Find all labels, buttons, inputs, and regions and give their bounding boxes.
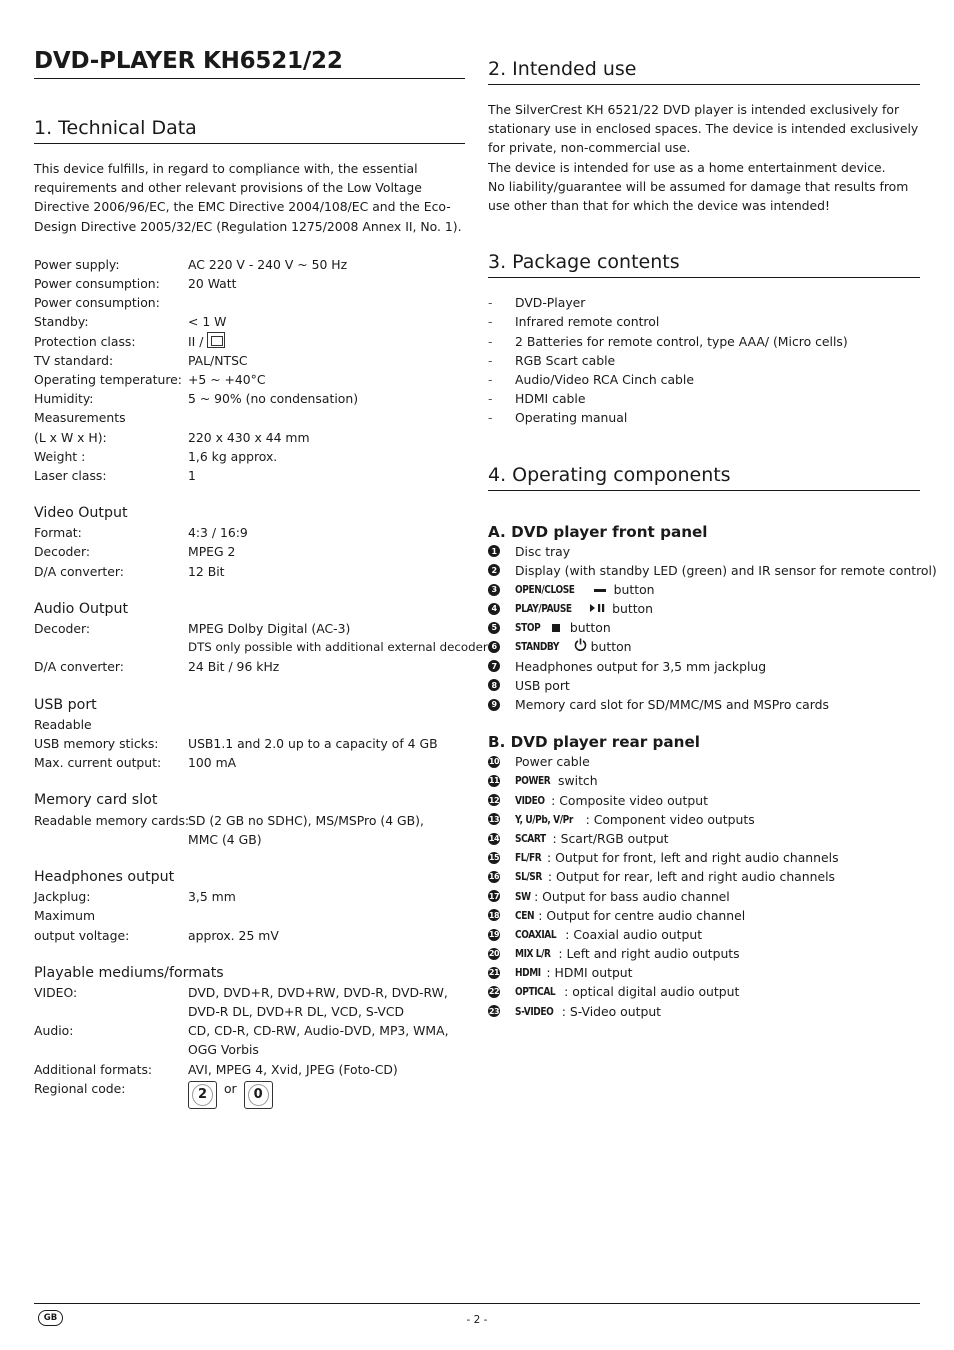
number-badge: 6 bbox=[488, 641, 500, 653]
component-keyword: PLAY/PAUSE bbox=[515, 602, 572, 616]
spec-row bbox=[34, 830, 465, 849]
spec-value: < 1 W bbox=[188, 314, 227, 330]
power-icon bbox=[574, 637, 587, 656]
spec-value: CD, CD-R, CD-RW, Audio-DVD, MP3, WMA, bbox=[188, 1023, 449, 1039]
audio-output-heading: Audio Output bbox=[34, 600, 129, 617]
component-item bbox=[488, 618, 920, 637]
playable-formats-heading: Playable mediums/formats bbox=[34, 964, 224, 981]
spec-row bbox=[34, 638, 488, 657]
component-text: button bbox=[613, 581, 655, 597]
memory-card-heading: Memory card slot bbox=[34, 792, 158, 809]
intended-use-heading: 2. Intended use bbox=[488, 56, 920, 85]
spec-value: SD (2 GB no SDHC), MS/MSPro (4 GB), bbox=[188, 812, 424, 828]
bullet-dash: - bbox=[488, 371, 493, 387]
technical-data-heading: 1. Technical Data bbox=[34, 115, 465, 144]
eject-icon bbox=[594, 589, 606, 592]
component-keyword: CEN bbox=[515, 908, 535, 922]
spec-label: output voltage: bbox=[34, 927, 130, 943]
list-item-text: Operating manual bbox=[515, 410, 628, 426]
component-item bbox=[488, 676, 920, 695]
headphone-specs bbox=[34, 887, 465, 945]
component-item bbox=[488, 791, 920, 810]
spec-row bbox=[34, 370, 465, 389]
list-item bbox=[488, 351, 920, 370]
component-text: Disc tray bbox=[515, 543, 571, 559]
spec-value: approx. 25 mV bbox=[188, 927, 279, 943]
list-item-text: Infrared remote control bbox=[515, 314, 660, 330]
spec-value: DVD-R DL, DVD+R DL, VCD, S-VCD bbox=[188, 1004, 405, 1020]
number-badge: 23 bbox=[488, 1006, 500, 1016]
spec-value: 4:3 / 16:9 bbox=[188, 525, 248, 541]
spec-row bbox=[34, 753, 465, 772]
component-keyword: STANDBY bbox=[515, 640, 560, 654]
component-item bbox=[488, 561, 937, 580]
number-badge: 5 bbox=[488, 622, 500, 634]
component-text: : Output for centre audio channel bbox=[538, 907, 746, 923]
bullet-dash: - bbox=[488, 295, 493, 311]
component-text: : Output for bass audio channel bbox=[534, 888, 730, 904]
spec-row bbox=[34, 657, 465, 676]
spec-label: Laser class: bbox=[34, 467, 107, 483]
number-badge: 18 bbox=[488, 910, 500, 920]
spec-row bbox=[34, 715, 465, 734]
spec-value: OGG Vorbis bbox=[188, 1042, 259, 1058]
spec-row bbox=[34, 408, 465, 427]
list-item-text: HDMI cable bbox=[515, 391, 586, 407]
headphones-output-heading: Headphones output bbox=[34, 868, 175, 885]
list-item bbox=[488, 332, 920, 351]
spec-label: VIDEO: bbox=[34, 984, 78, 1000]
video-specs bbox=[34, 523, 465, 581]
bullet-dash: - bbox=[488, 391, 493, 407]
component-item bbox=[488, 695, 920, 714]
page-number: - 2 - bbox=[466, 1314, 488, 1326]
number-badge: 4 bbox=[488, 603, 500, 615]
region-code-0-icon: 0 bbox=[244, 1081, 273, 1109]
spec-row bbox=[34, 351, 465, 370]
number-badge: 17 bbox=[488, 891, 500, 901]
spec-row bbox=[34, 332, 465, 351]
list-item bbox=[488, 312, 920, 331]
package-contents-list bbox=[488, 293, 920, 427]
component-item bbox=[488, 657, 920, 676]
component-text: button bbox=[590, 639, 632, 655]
spec-row bbox=[34, 274, 465, 293]
spec-value: DVD, DVD+R, DVD+RW, DVD-R, DVD-RW, bbox=[188, 984, 448, 1000]
list-item-text: 2 Batteries for remote control, type AAA/ (Micro cells) bbox=[515, 333, 848, 349]
number-badge: 22 bbox=[488, 987, 500, 997]
spec-row bbox=[34, 389, 465, 408]
component-text: switch bbox=[558, 773, 598, 789]
region-code-2-icon: 2 bbox=[188, 1081, 217, 1109]
component-keyword: COAXIAL bbox=[515, 927, 557, 941]
compliance-intro: This device fulfills, in regard to compliance with, the essential requirements and other relevant provisions of the Low Voltage Directive 2006/96/EC, the EMC Directive 2004/108/EC and the Eco-Design Directive 2005/32/EC (Regulation 1275/2008 Annex II, No. 1). bbox=[34, 161, 462, 234]
number-badge: 15 bbox=[488, 853, 500, 863]
component-item bbox=[488, 580, 920, 599]
spec-value: +5 ~ +40°C bbox=[188, 371, 266, 387]
video-output-heading: Video Output bbox=[34, 505, 128, 522]
spec-row bbox=[34, 447, 465, 466]
number-badge: 9 bbox=[488, 699, 500, 711]
component-text: button bbox=[612, 601, 653, 617]
stop-icon bbox=[552, 624, 560, 632]
component-item bbox=[488, 848, 920, 867]
number-badge: 16 bbox=[488, 872, 500, 882]
playable-specs bbox=[34, 983, 465, 1109]
component-item bbox=[488, 963, 920, 982]
spec-row bbox=[34, 1040, 465, 1059]
component-keyword: S-VIDEO bbox=[515, 1004, 554, 1018]
intended-use-p1: The SilverCrest KH 6521/22 DVD player is intended exclusively for stationary use in enclosed spaces. The device is intended exclusively for private, non-commercial use. bbox=[488, 102, 919, 156]
component-text: : S-Video output bbox=[561, 1003, 662, 1019]
spec-label: Readable memory cards: bbox=[34, 812, 190, 828]
spec-label: Weight : bbox=[34, 448, 86, 464]
component-text: : Scart/RGB output bbox=[552, 830, 669, 846]
number-badge: 11 bbox=[488, 776, 500, 786]
spec-label: Regional code: bbox=[34, 1080, 126, 1096]
spec-row bbox=[34, 926, 465, 945]
footer-divider bbox=[34, 1303, 920, 1304]
bullet-dash: - bbox=[488, 352, 493, 368]
number-badge: 8 bbox=[488, 679, 500, 691]
operating-components-heading: 4. Operating components bbox=[488, 462, 920, 491]
spec-label: D/A converter: bbox=[34, 563, 124, 579]
spec-row bbox=[34, 466, 465, 485]
spec-value: AVI, MPEG 4, Xvid, JPEG (Foto-CD) bbox=[188, 1061, 398, 1077]
spec-label: Standby: bbox=[34, 314, 89, 330]
memory-specs bbox=[34, 811, 465, 849]
spec-value: PAL/NTSC bbox=[188, 352, 248, 368]
component-item bbox=[488, 599, 920, 618]
spec-label: Decoder: bbox=[34, 621, 91, 637]
spec-row bbox=[34, 562, 465, 581]
rear-panel-heading: B. DVD player rear panel bbox=[488, 733, 700, 752]
number-badge: 2 bbox=[488, 564, 500, 576]
spec-value: 100 mA bbox=[188, 755, 237, 771]
usb-specs bbox=[34, 715, 465, 773]
component-item bbox=[488, 944, 920, 963]
component-item bbox=[488, 771, 920, 790]
usb-port-heading: USB port bbox=[34, 696, 97, 713]
component-item bbox=[488, 829, 920, 848]
list-item-text: Audio/Video RCA Cinch cable bbox=[515, 371, 694, 387]
spec-label: Power supply: bbox=[34, 256, 120, 272]
component-item bbox=[488, 1002, 920, 1021]
spec-label: Power consumption: bbox=[34, 276, 160, 291]
spec-row bbox=[34, 619, 465, 638]
audio-specs bbox=[34, 619, 488, 677]
spec-value: 3,5 mm bbox=[188, 889, 236, 905]
spec-value: 20 Watt bbox=[188, 276, 237, 291]
spec-row bbox=[34, 1060, 465, 1079]
region-or: or bbox=[223, 1080, 237, 1096]
rear-panel-list bbox=[488, 752, 920, 1021]
list-item bbox=[488, 408, 920, 427]
component-item bbox=[488, 906, 920, 925]
spec-value bbox=[188, 715, 465, 734]
spec-row bbox=[34, 734, 465, 753]
spec-value: MPEG 2 bbox=[188, 544, 236, 560]
component-text: : Left and right audio outputs bbox=[558, 946, 740, 962]
component-keyword: HDMI bbox=[515, 966, 541, 980]
component-keyword: Y, U/Pb, V/Pr bbox=[515, 812, 573, 826]
spec-value: AC 220 V - 240 V ~ 50 Hz bbox=[188, 256, 348, 272]
intended-use-p3: No liability/guarantee will be assumed for damage that results from use other than that for which the device was intended! bbox=[488, 178, 909, 214]
front-panel-list bbox=[488, 542, 937, 715]
spec-label: USB memory sticks: bbox=[34, 735, 159, 751]
number-badge: 21 bbox=[488, 968, 500, 978]
bullet-dash: - bbox=[488, 314, 493, 330]
component-text: Display (with standby LED (green) and IR sensor for remote control) bbox=[515, 562, 937, 578]
component-item bbox=[488, 887, 920, 906]
spec-row bbox=[34, 312, 465, 331]
protection-class-ii-icon bbox=[207, 332, 225, 348]
spec-row bbox=[34, 983, 465, 1002]
spec-row bbox=[34, 811, 465, 830]
spec-label: Readable bbox=[34, 716, 92, 732]
number-badge: 13 bbox=[488, 814, 500, 824]
spec-row bbox=[34, 293, 465, 312]
spec-label: Audio: bbox=[34, 1023, 74, 1039]
component-text: : Composite video output bbox=[551, 792, 708, 808]
spec-label: Measurements bbox=[34, 410, 126, 426]
component-keyword: SCART bbox=[515, 831, 546, 845]
spec-label: Additional formats: bbox=[34, 1061, 153, 1077]
bullet-dash: - bbox=[488, 410, 493, 426]
left-column bbox=[34, 46, 488, 1109]
spec-row bbox=[34, 255, 465, 274]
spec-label: Jackplug: bbox=[34, 889, 91, 905]
general-specs bbox=[34, 255, 465, 485]
component-text: Memory card slot for SD/MMC/MS and MSPro cards bbox=[515, 697, 829, 713]
spec-row bbox=[34, 887, 465, 906]
spec-label: D/A converter: bbox=[34, 659, 124, 675]
component-text: USB port bbox=[515, 677, 570, 693]
right-column bbox=[488, 56, 937, 1021]
spec-label: Power consumption: bbox=[34, 295, 160, 311]
spec-value: MMC (4 GB) bbox=[188, 831, 262, 847]
component-text: Headphones output for 3,5 mm jackplug bbox=[515, 658, 767, 674]
number-badge: 19 bbox=[488, 929, 500, 939]
number-badge: 10 bbox=[488, 757, 500, 767]
spec-label: Decoder: bbox=[34, 544, 91, 560]
spec-value bbox=[188, 906, 465, 925]
spec-label: (L x W x H): bbox=[34, 429, 107, 445]
package-contents-heading: 3. Package contents bbox=[488, 249, 920, 278]
component-item bbox=[488, 637, 920, 656]
component-keyword: OPEN/CLOSE bbox=[515, 582, 575, 596]
spec-row bbox=[34, 906, 465, 925]
list-item bbox=[488, 293, 920, 312]
list-item-text: DVD-Player bbox=[515, 295, 586, 311]
spec-row bbox=[34, 428, 465, 447]
component-keyword: FL/FR bbox=[515, 851, 542, 865]
language-badge: GB bbox=[38, 1310, 63, 1326]
spec-value: MPEG Dolby Digital (AC-3) bbox=[188, 621, 351, 637]
play-pause-icon bbox=[590, 599, 608, 618]
list-item-text: RGB Scart cable bbox=[515, 352, 616, 368]
number-badge: 14 bbox=[488, 833, 500, 843]
spec-row bbox=[34, 1079, 465, 1109]
document-title: DVD-PLAYER KH6521/22 bbox=[34, 46, 465, 79]
spec-row bbox=[34, 542, 465, 561]
component-keyword: POWER bbox=[515, 774, 551, 788]
spec-value bbox=[188, 293, 465, 312]
number-badge: 7 bbox=[488, 660, 500, 672]
spec-value: 24 Bit / 96 kHz bbox=[188, 659, 280, 675]
spec-value: 220 x 430 x 44 mm bbox=[188, 429, 310, 445]
number-badge: 1 bbox=[488, 545, 500, 557]
component-item bbox=[488, 542, 920, 561]
number-badge: 12 bbox=[488, 795, 500, 805]
number-badge: 20 bbox=[488, 949, 500, 959]
component-item bbox=[488, 982, 920, 1001]
component-item bbox=[488, 925, 920, 944]
spec-value: 12 Bit bbox=[188, 563, 225, 579]
component-item bbox=[488, 867, 920, 886]
component-item bbox=[488, 810, 920, 829]
spec-label: Max. current output: bbox=[34, 755, 162, 771]
component-text: : optical digital audio output bbox=[564, 984, 740, 1000]
bullet-dash: - bbox=[488, 333, 493, 349]
spec-label: Humidity: bbox=[34, 391, 94, 407]
spec-value: 1,6 kg approx. bbox=[188, 448, 278, 464]
spec-label: Protection class: bbox=[34, 333, 136, 349]
spec-row bbox=[34, 1021, 465, 1040]
component-item bbox=[488, 752, 920, 771]
spec-row bbox=[34, 523, 465, 542]
component-text: : Output for rear, left and right audio channels bbox=[547, 869, 835, 885]
spec-value: II / bbox=[188, 333, 204, 349]
component-keyword: SL/SR bbox=[515, 870, 542, 884]
spec-label: TV standard: bbox=[34, 352, 114, 368]
intended-use-p2: The device is intended for use as a home entertainment device. bbox=[488, 159, 886, 175]
component-keyword: SW bbox=[515, 889, 531, 903]
spec-value: 5 ~ 90% (no condensation) bbox=[188, 391, 359, 407]
list-item bbox=[488, 389, 920, 408]
component-text: Power cable bbox=[515, 754, 590, 770]
spec-value: USB1.1 and 2.0 up to a capacity of 4 GB bbox=[188, 735, 438, 751]
component-keyword: OPTICAL bbox=[515, 985, 556, 999]
list-item bbox=[488, 370, 920, 389]
component-text: button bbox=[569, 620, 611, 636]
component-text: : HDMI output bbox=[546, 965, 633, 981]
spec-label: Format: bbox=[34, 525, 82, 541]
spec-label: Operating temperature: bbox=[34, 371, 182, 387]
component-text: : Output for front, left and right audio channels bbox=[547, 850, 839, 866]
spec-value: 1 bbox=[188, 467, 196, 483]
front-panel-heading: A. DVD player front panel bbox=[488, 522, 708, 541]
spec-note: DTS only possible with additional external decoder bbox=[188, 640, 488, 655]
number-badge: 3 bbox=[488, 584, 500, 596]
component-text: : Coaxial audio output bbox=[565, 926, 703, 942]
component-keyword: STOP bbox=[515, 621, 541, 635]
component-keyword: MIX L/R bbox=[515, 947, 551, 961]
spec-value bbox=[188, 408, 465, 427]
spec-label: Maximum bbox=[34, 908, 96, 924]
component-keyword: VIDEO bbox=[515, 793, 545, 807]
spec-row bbox=[34, 1002, 465, 1021]
component-text: : Component video outputs bbox=[585, 811, 755, 827]
